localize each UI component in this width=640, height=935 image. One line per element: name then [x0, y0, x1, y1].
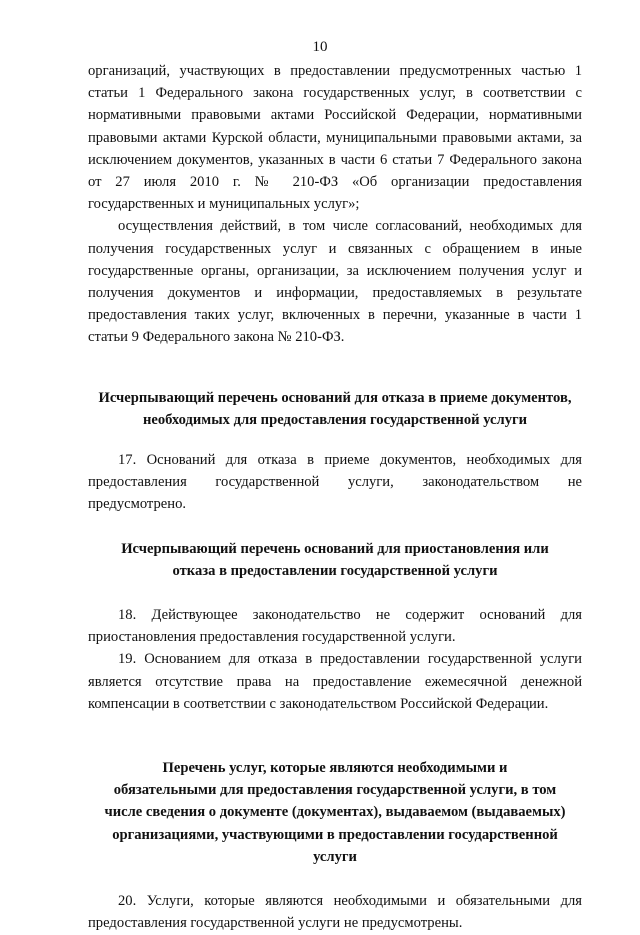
spacer	[88, 582, 582, 604]
spacer	[88, 868, 582, 890]
section-heading-line: Перечень услуг, которые являются необходимыми и	[162, 760, 508, 777]
section-heading-line: отказа в предоставлении государственной услуги	[172, 562, 498, 579]
section-heading-refusal-documents: Исчерпывающий перечень оснований для отказа в приеме документов, необходимых для предоставления государственной услуги	[98, 389, 572, 428]
page-number: 10	[312, 39, 328, 55]
section-heading-line: организациями, участвующими в предоставлении государственной	[112, 826, 558, 843]
paragraph-continuation: организаций, участвующих в предоставлении предусмотренных частью 1 статьи 1 Федерального закона государственных услуг, в соответствии с нормативными правовыми актами Российской Федерации, нормативными правовыми актами Курской области, муниципальными правовыми актами, за исключением документов, указанных в части 6 статьи 7 Федерального закона от 27 июля 2010 г. № 210-ФЗ «Об организации предоставления государственных и муниципальных услуг»;	[88, 63, 582, 213]
spacer	[88, 431, 582, 449]
paragraph-17: 17. Оснований для отказа в приеме документов, необходимых для предоставления государственной услуги, законодательством не предусмотрено.	[88, 452, 582, 513]
spacer	[88, 349, 582, 387]
spacer	[88, 516, 582, 538]
spacer	[88, 715, 582, 757]
section-heading-line: обязательными для предоставления государственной услуги, в том	[113, 782, 557, 799]
section-heading-line: числе сведения о документе (документах), выдаваемом (выдаваемых)	[104, 804, 566, 821]
paragraph-19: 19. Основанием для отказа в предоставлении государственной услуги является отсутствие права на предоставление ежемесячной денежной компенсации в соответствии с законодательством Российской Федерации.	[88, 651, 582, 712]
document-body	[88, 60, 582, 935]
paragraph-actions: осуществления действий, в том числе согласований, необходимых для получения государственных услуг и связанных с обращением в иные государственные органы, организации, за исключением получения услуг и получения документов и информации, предоставляемых в результате предоставления таких услуг, включенных в перечни, указанные в части 1 статьи 9 Федерального закона № 210-ФЗ.	[88, 218, 582, 346]
section-heading-required-services	[88, 757, 582, 868]
section-heading-suspension	[88, 538, 582, 582]
paragraph-18: 18. Действующее законодательство не содержит оснований для приостановления предоставления государственной услуги.	[88, 607, 582, 646]
section-heading-line: услуги	[313, 848, 357, 865]
section-heading-line: Исчерпывающий перечень оснований для приостановления или	[121, 540, 549, 557]
paragraph-20: 20. Услуги, которые являются необходимыми и обязательными для предоставления государственной услуги не предусмотрены.	[88, 893, 582, 932]
